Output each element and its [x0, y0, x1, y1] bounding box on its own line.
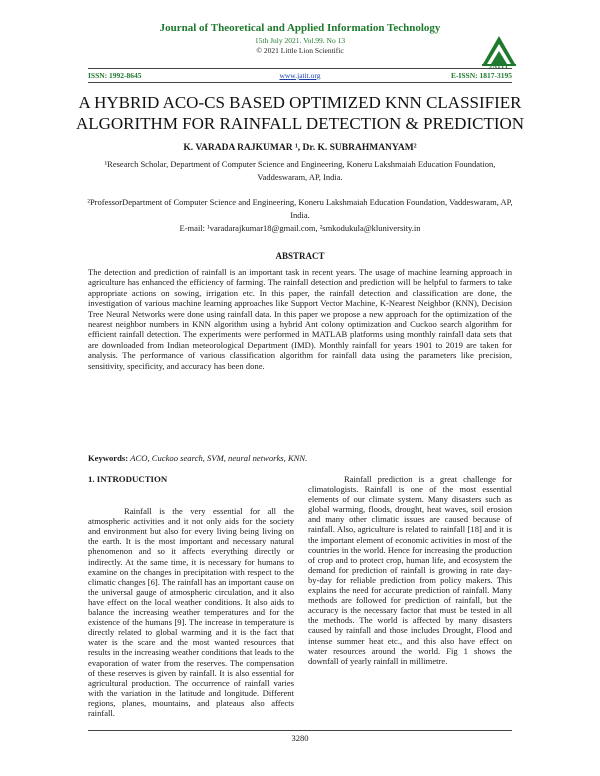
intro-paragraph-right: Rainfall prediction is a great challenge for climatologists. Rainfall is one of the most essential elements of our climate system. Many disasters such as global warming, floods, drought, heat waves, soil erosion and many other climatic issues are caused because of rainfall. Also, agriculture is related to rainfall [18] and it is the important element of economic activities in most of the countries in the world. Hence for increasing the production of crop and to protect crop, human life, and ecosystem the demand for prediction of rainfall is growing in rate day-by-day for reliable prediction from policy makers. This explains the need for accurate prediction of rainfall. Many methods are followed for prediction of rainfall, but the accuracy is the necessary factor that must be tested in all the methods. The world is affected by many disasters caused by rainfall and those includes Drought, Flood and intense summer heat etc., and this also have effect on water resources around the world. Fig 1 shows the downfall of yearly rainfall in millimetre. — [308, 474, 512, 666]
journal-issue: 15th July 2021. Vol.99. No 13 — [254, 36, 346, 45]
affiliation-2-text: ²ProfessorDepartment of Computer Science and Engineering, Koneru Lakshmaiah Education Foundation, Vaddeswaram, AP, India. — [87, 197, 513, 220]
section-heading-introduction: 1. INTRODUCTION — [88, 474, 168, 484]
column-left — [88, 474, 294, 718]
logo-text: JATIT — [489, 64, 509, 70]
header-divider-top — [88, 68, 512, 69]
intro-paragraph-left: Rainfall is the very essential for all the atmospheric activities and it not only aids for the society and environment but also for every living being living on the earth. It is the most important and necessary natural phenomenon and so it affects everything directly or indirectly. At the same time, it is necessary for humans to examine on the changes in precipitation with respect to the climatic changes [6]. The rainfall has an important cause on the universal gauge of atmospheric circulation, and it also have effect on the local weather conditions. It also aids to balance the increasing weather temperatures and for the existence of the humans [9]. The increase in temperature is directly related to global warming and it is the fact that water is the scare and the most wanted resources that results in the increasing weather conditions that leads to the evaporation of water from the reserves. The compensation of these reserves is given by rainfall. It is also essential for agricultural production. The occurrence of rainfall varies with the variation in the latitude and longitude. Different regions, planes, mountains, and plateaus also affects rainfall. — [88, 506, 294, 718]
issn: ISSN: 1992-8645 — [88, 71, 142, 80]
abstract-heading: ABSTRACT — [275, 251, 325, 261]
eissn: E-ISSN: 1817-3195 — [450, 71, 512, 80]
paper-authors: K. VARADA RAJKUMAR ¹, Dr. K. SUBRAHMANYAM² — [183, 143, 417, 153]
journal-copyright: © 2021 Little Lion Scientific — [256, 46, 344, 55]
keywords — [88, 453, 512, 463]
column-right — [308, 474, 512, 666]
journal-title: Journal of Theoretical and Applied Information Technology — [159, 22, 441, 34]
abstract-body: The detection and prediction of rainfall is an important task in recent years. The usage of machine learning approach in agriculture has enhanced the efficiency of farming. The rainfall detection and prediction will be helpful to farmers to take appropriate actions on sowing, irrigation etc. In this paper, the rainfall detection and classification are done, the investigation of various machine learning approaches like Support Vector Machine, K-Nearest Neighbor (KNN), Decision Tree Neural Networks were done using rainfall data. In this paper we propose a new approach for the optimization of the nearest neighbor numbers in KNN algorithm using a hybrid Ant colony optimization and Cuckoo search algorithm for efficient rainfall detection. The experiments were performed in MATLAB platforms using monthly rainfall data sets that are downloaded from Indian meteorological Department (IMD). Monthly rainfall for years 1901 to 2019 are taken for analysis. The performance of various classification algorithm for rainfall data using the parameters like precision, sensitivity, specificity, and accuracy has been done. — [88, 267, 512, 371]
journal-website-link[interactable]: www.jatit.org — [279, 71, 321, 80]
keywords-label: Keywords: — [88, 453, 129, 463]
affiliation-1: ¹Research Scholar, Department of Computer Science and Engineering, Koneru Lakshmaiah Education Foundation, Vaddeswaram, AP, India. — [104, 159, 496, 182]
page-number: 3280 — [291, 733, 309, 743]
keywords-list: ACO, Cuckoo search, SVM, neural networks, KNN. — [130, 453, 308, 463]
affiliation-2 — [80, 196, 520, 235]
author-emails: E-mail: ¹varadarajkumar18@gmail.com, ²smkodukula@kluniversity.in — [179, 223, 421, 233]
header-divider-bottom — [88, 82, 512, 83]
paper-title: A HYBRID ACO-CS BASED OPTIMIZED KNN CLASSIFIER ALGORITHM FOR RAINFALL DETECTION & PREDICTION — [75, 93, 525, 133]
footer-divider — [88, 730, 512, 731]
